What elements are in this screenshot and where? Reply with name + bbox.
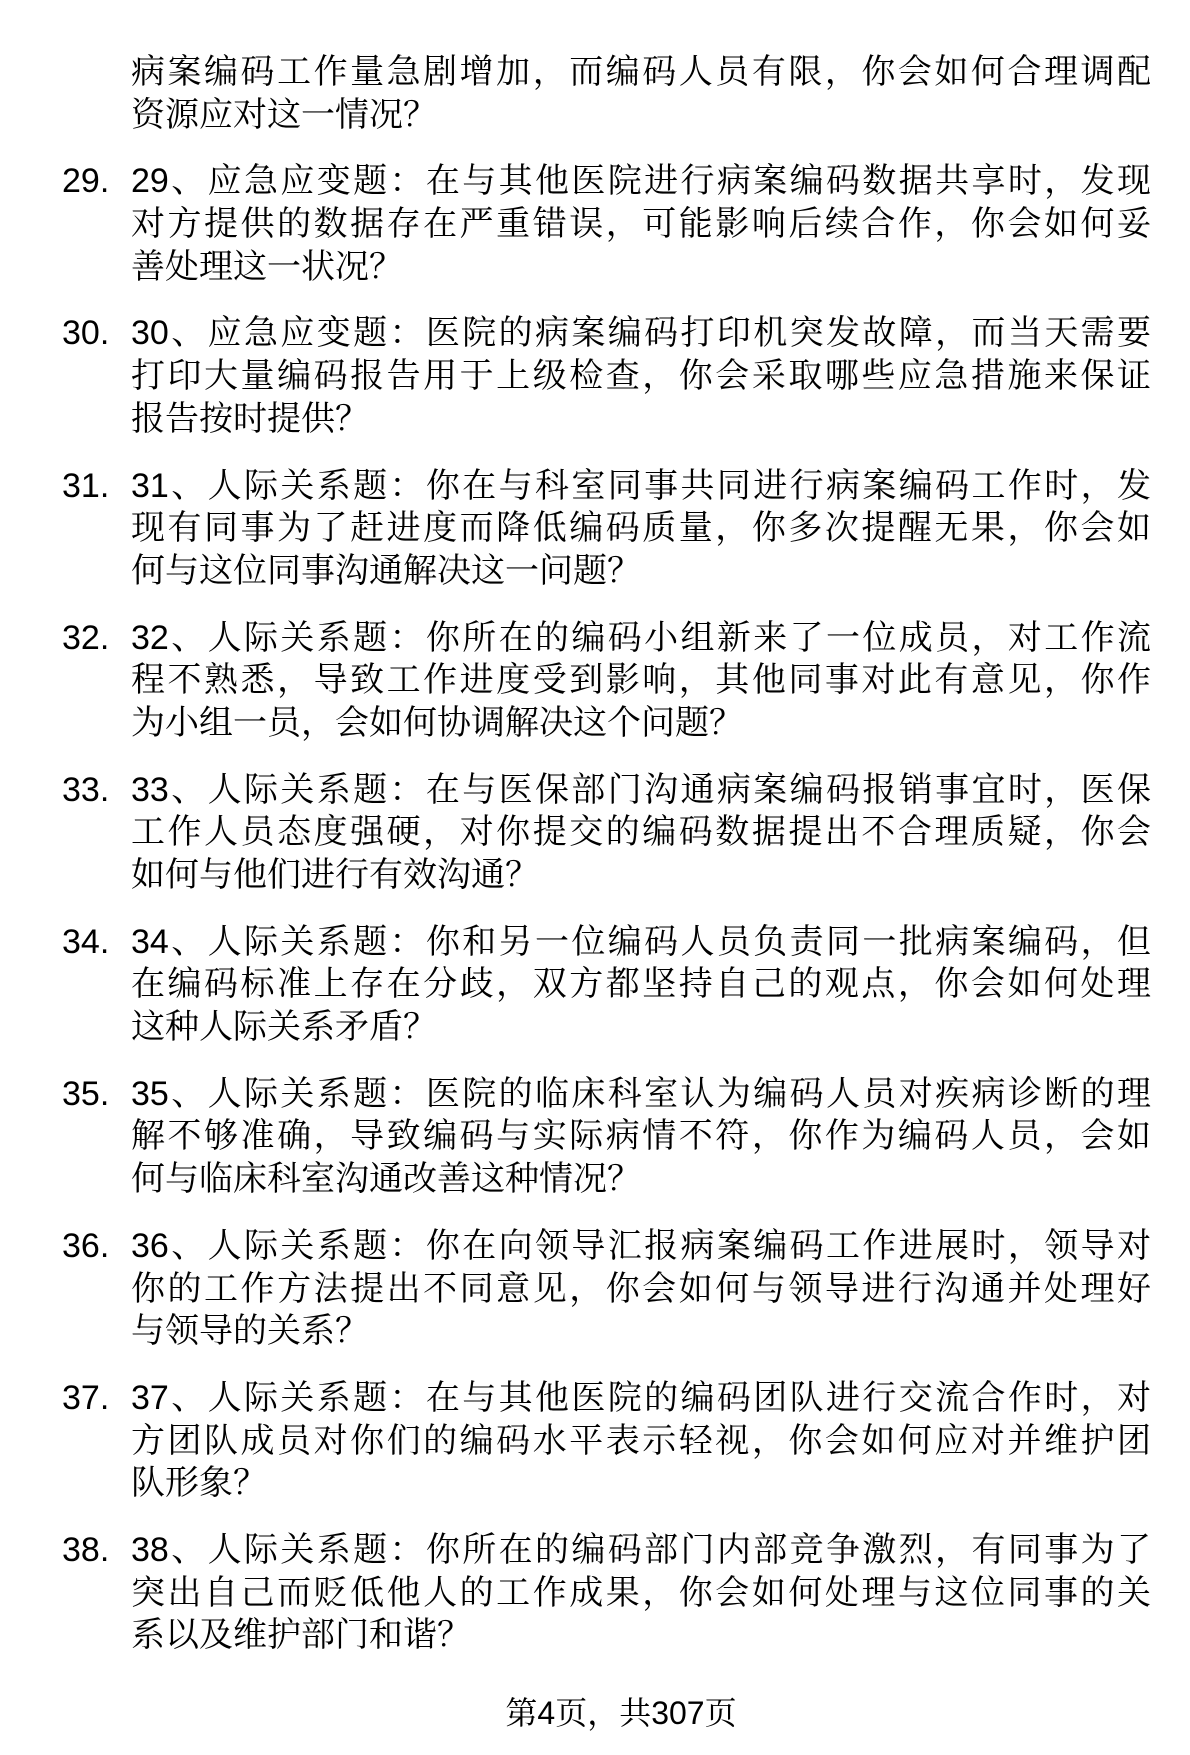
question-list xyxy=(62,51,1151,1657)
question-number: 38. xyxy=(62,1530,110,1569)
question-item xyxy=(62,1073,1151,1201)
question-item xyxy=(62,1377,1151,1505)
question-number: 37. xyxy=(62,1378,110,1417)
question-line: 解不够准确，导致编码与实际病情不符，你作为编码人员，会如 xyxy=(131,1117,1151,1156)
question-item xyxy=(62,617,1151,745)
question-line: 突出自己而贬低他人的工作成果，你会如何处理与这位同事的关 xyxy=(131,1573,1151,1612)
question-line: 37、人际关系题：在与其他医院的编码团队进行交流合作时，对 xyxy=(131,1378,1151,1417)
question-line: 工作人员态度强硬，对你提交的编码数据提出不合理质疑，你会 xyxy=(131,813,1151,852)
question-item xyxy=(62,769,1151,897)
question-line: 如何与他们进行有效沟通？ xyxy=(131,856,539,894)
question-text xyxy=(131,617,1151,745)
question-line: 队形象？ xyxy=(131,1464,267,1503)
question-number-empty xyxy=(62,51,131,94)
question-number: 36. xyxy=(62,1226,110,1265)
question-line: 33、人际关系题：在与医保部门沟通病案编码报销事宜时，医保 xyxy=(131,770,1151,809)
question-line: 31、人际关系题：你在与科室同事共同进行病案编码工作时，发 xyxy=(131,466,1151,505)
question-line: 34、人际关系题：你和另一位编码人员负责同一批病案编码，但 xyxy=(131,922,1151,961)
question-text xyxy=(131,160,1151,288)
question-text xyxy=(131,312,1151,440)
question-line: 你的工作方法提出不同意见，你会如何与领导进行沟通并处理好 xyxy=(131,1269,1151,1308)
question-text xyxy=(131,1377,1151,1505)
question-item xyxy=(62,465,1151,593)
question-item xyxy=(62,921,1151,1049)
question-text xyxy=(131,465,1151,593)
question-line: 现有同事为了赶进度而降低编码质量，你多次提醒无果，你会如 xyxy=(131,509,1151,548)
question-line: 程不熟悉，导致工作进度受到影响，其他同事对此有意见，你作 xyxy=(131,661,1151,700)
question-line: 这种人际关系矛盾？ xyxy=(131,1008,437,1047)
question-number: 32. xyxy=(62,618,110,657)
question-line: 与领导的关系？ xyxy=(131,1312,369,1351)
question-line: 29、应急应变题：在与其他医院进行病案编码数据共享时，发现 xyxy=(131,162,1151,201)
question-item xyxy=(62,1225,1151,1353)
question-line: 35、人际关系题：医院的临床科室认为编码人员对疾病诊断的理 xyxy=(131,1074,1151,1113)
question-text xyxy=(131,921,1151,1049)
question-line: 何与临床科室沟通改善这种情况？ xyxy=(131,1160,641,1199)
question-text xyxy=(131,51,1151,136)
question-number: 29. xyxy=(62,162,110,201)
question-line: 善处理这一状况？ xyxy=(131,247,403,286)
question-line: 打印大量编码报告用于上级检查，你会采取哪些应急措施来保证 xyxy=(131,357,1151,396)
question-number: 30. xyxy=(62,314,110,353)
question-text xyxy=(131,1225,1151,1353)
question-text xyxy=(131,1073,1151,1201)
question-number: 34. xyxy=(62,922,110,961)
question-line: 38、人际关系题：你所在的编码部门内部竞争激烈，有同事为了 xyxy=(131,1530,1151,1569)
question-continuation xyxy=(62,51,1151,136)
question-text xyxy=(131,769,1151,897)
page-footer: 第4页，共307页 xyxy=(505,1695,737,1731)
question-line: 病案编码工作量急剧增加，而编码人员有限，你会如何合理调配 xyxy=(131,53,1151,91)
question-line: 30、应急应变题：医院的病案编码打印机突发故障，而当天需要 xyxy=(131,314,1151,353)
question-number: 31. xyxy=(62,466,110,505)
question-line: 为小组一员，会如何协调解决这个问题？ xyxy=(131,703,743,742)
question-item xyxy=(62,160,1151,288)
question-line: 系以及维护部门和谐？ xyxy=(131,1616,471,1655)
question-line: 对方提供的数据存在严重错误，可能影响后续合作，你会如何妥 xyxy=(131,205,1151,244)
question-line: 32、人际关系题：你所在的编码小组新来了一位成员，对工作流 xyxy=(131,618,1151,657)
question-line: 在编码标准上存在分歧，双方都坚持自己的观点，你会如何处理 xyxy=(131,965,1151,1004)
question-line: 报告按时提供？ xyxy=(131,399,369,438)
question-number: 35. xyxy=(62,1074,110,1113)
question-text xyxy=(131,1529,1151,1657)
question-item xyxy=(62,312,1151,440)
question-item xyxy=(62,1529,1151,1657)
question-number: 33. xyxy=(62,770,110,809)
question-line: 资源应对这一情况？ xyxy=(131,95,437,134)
question-line: 36、人际关系题：你在向领导汇报病案编码工作进展时，领导对 xyxy=(131,1226,1151,1265)
question-line: 何与这位同事沟通解决这一问题？ xyxy=(131,551,641,590)
question-line: 方团队成员对你们的编码水平表示轻视，你会如何应对并维护团 xyxy=(131,1421,1151,1460)
